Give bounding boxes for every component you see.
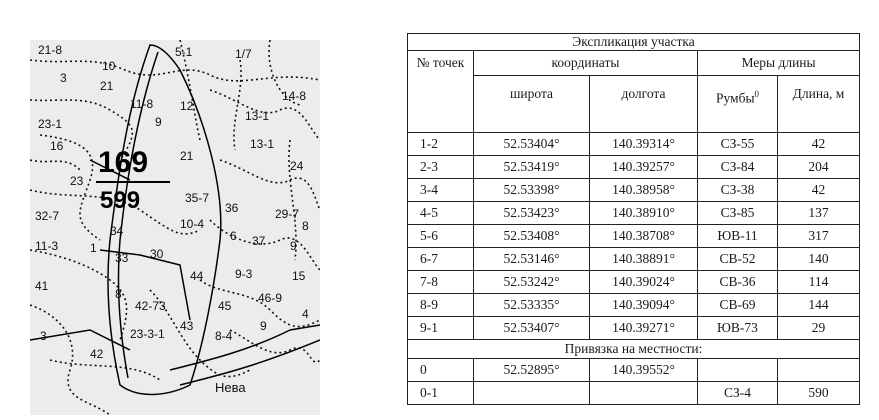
cell-longitude: 140.39314° xyxy=(590,133,698,156)
section-title: Привязка на местности: xyxy=(408,340,860,359)
map-label: 23-3-1 xyxy=(130,327,165,341)
map-label: 35-7 xyxy=(185,191,210,205)
map-label: 29-7 xyxy=(275,207,300,221)
table-title: Экспликация участка xyxy=(408,34,860,51)
map-label: 4 xyxy=(302,307,309,321)
header-rumb xyxy=(698,76,778,133)
cell-length: 42 xyxy=(778,133,860,156)
explication-table xyxy=(407,33,860,405)
header-point: № точек xyxy=(408,51,474,133)
map-label: 42-73 xyxy=(135,299,166,313)
table-row xyxy=(408,294,860,317)
cell-point: 8-9 xyxy=(408,294,474,317)
cell-point: 6-7 xyxy=(408,248,474,271)
cell-rumb xyxy=(698,359,778,382)
cell-point: 7-8 xyxy=(408,271,474,294)
map-label: 8 xyxy=(115,287,122,301)
map-label: 13-1 xyxy=(245,109,270,123)
cell-longitude: 140.39094° xyxy=(590,294,698,317)
cell-length: 144 xyxy=(778,294,860,317)
table-subheader-row xyxy=(408,76,860,133)
table-row xyxy=(408,156,860,179)
header-latitude: широта xyxy=(474,76,590,133)
cell-point: 5-6 xyxy=(408,225,474,248)
cell-length: 42 xyxy=(778,179,860,202)
cell-rumb: СВ-69 xyxy=(698,294,778,317)
cell-length: 29 xyxy=(778,317,860,340)
map-label: 36 xyxy=(225,201,239,215)
map-label: 11-8 xyxy=(130,97,154,111)
map-label: 34 xyxy=(110,224,124,238)
cell-latitude: 52.53408° xyxy=(474,225,590,248)
header-longitude: долгота xyxy=(590,76,698,133)
map-label: 9 xyxy=(260,319,267,333)
header-measures: Меры длины xyxy=(698,51,860,76)
map-label: 21-8 xyxy=(38,43,63,57)
table-row xyxy=(408,317,860,340)
table-row xyxy=(408,202,860,225)
map-label: 43 xyxy=(180,319,194,333)
map-label: 23-1 xyxy=(38,117,63,131)
map-label: 1/7 xyxy=(235,47,252,61)
table-row xyxy=(408,225,860,248)
cell-point: 0 xyxy=(408,359,474,382)
cell-rumb: СВ-52 xyxy=(698,248,778,271)
cell-longitude: 140.38708° xyxy=(590,225,698,248)
cell-rumb: ЮВ-73 xyxy=(698,317,778,340)
map-label: 10-4 xyxy=(180,217,205,231)
table-row xyxy=(408,271,860,294)
map-label: 30 xyxy=(150,247,164,261)
map-label: 21 xyxy=(100,79,114,93)
cell-latitude: 52.53146° xyxy=(474,248,590,271)
map-label-big: 169 xyxy=(98,146,149,179)
map-background xyxy=(30,40,320,415)
header-rumb-text: Румбы xyxy=(715,90,755,106)
map-label: 16 xyxy=(50,139,64,153)
cell-rumb: СЗ-85 xyxy=(698,202,778,225)
table-header-row xyxy=(408,51,860,76)
cell-rumb: СЗ-84 xyxy=(698,156,778,179)
map-label: 6 xyxy=(230,229,237,243)
map-label-sub: 599 xyxy=(100,187,141,214)
cell-latitude: 52.53242° xyxy=(474,271,590,294)
cell-length: 317 xyxy=(778,225,860,248)
map-label: 1 xyxy=(90,241,97,255)
cell-longitude: 140.39257° xyxy=(590,156,698,179)
map-label: 12 xyxy=(180,99,194,113)
map-label: 8-4 xyxy=(215,329,233,343)
cell-length: 140 xyxy=(778,248,860,271)
cell-longitude: 140.39024° xyxy=(590,271,698,294)
cell-length: 114 xyxy=(778,271,860,294)
map-label: 9 xyxy=(290,239,297,253)
cell-latitude: 52.53335° xyxy=(474,294,590,317)
map-label: 3 xyxy=(60,71,67,85)
map-label: 44 xyxy=(190,269,204,283)
cell-longitude xyxy=(590,382,698,405)
map-label: 8 xyxy=(302,219,309,233)
cell-rumb: СВ-36 xyxy=(698,271,778,294)
cell-latitude: 52.53404° xyxy=(474,133,590,156)
cell-rumb: СЗ-38 xyxy=(698,179,778,202)
header-length: Длина, м xyxy=(778,76,860,133)
cell-latitude: 52.53407° xyxy=(474,317,590,340)
map-label: 33 xyxy=(115,251,129,265)
cell-point: 2-3 xyxy=(408,156,474,179)
cell-point: 9-1 xyxy=(408,317,474,340)
cell-point: 3-4 xyxy=(408,179,474,202)
map-label-river: Нева xyxy=(215,380,246,395)
cell-latitude: 52.52895° xyxy=(474,359,590,382)
map-label: 14-8 xyxy=(282,89,307,103)
map-label: 9-3 xyxy=(235,267,253,281)
header-coordinates: координаты xyxy=(474,51,698,76)
table-ref-rows xyxy=(408,359,860,405)
map-label: 3 xyxy=(40,329,47,343)
map-label: 41 xyxy=(35,279,49,293)
map-label: 46-9 xyxy=(258,291,283,305)
map-label: 45 xyxy=(218,299,232,313)
map-label: 32-7 xyxy=(35,209,60,223)
cell-longitude: 140.38958° xyxy=(590,179,698,202)
table-data-rows xyxy=(408,133,860,340)
cell-point: 1-2 xyxy=(408,133,474,156)
cell-length: 590 xyxy=(778,382,860,405)
cell-longitude: 140.38891° xyxy=(590,248,698,271)
map-label: 23 xyxy=(70,174,84,188)
cell-latitude: 52.53398° xyxy=(474,179,590,202)
map-label: 9 xyxy=(155,115,162,129)
cell-longitude: 140.39552° xyxy=(590,359,698,382)
map-label: 11-3 xyxy=(35,239,59,253)
cell-length: 204 xyxy=(778,156,860,179)
map-label: 13-1 xyxy=(250,137,275,151)
cell-point: 0-1 xyxy=(408,382,474,405)
table-row xyxy=(408,382,860,405)
cell-latitude: 52.53423° xyxy=(474,202,590,225)
section-row xyxy=(408,340,860,359)
table-row xyxy=(408,133,860,156)
cell-length: 137 xyxy=(778,202,860,225)
map-label: 37 xyxy=(252,234,266,248)
cell-longitude: 140.39271° xyxy=(590,317,698,340)
table-row xyxy=(408,248,860,271)
cell-rumb: СЗ-4 xyxy=(698,382,778,405)
table-row xyxy=(408,359,860,382)
map-label: 15 xyxy=(292,269,306,283)
map-label: 42 xyxy=(90,347,104,361)
table-title-row xyxy=(408,34,860,51)
cadastral-map xyxy=(30,40,320,415)
header-rumb-sup: 0 xyxy=(754,89,760,99)
cell-latitude: 52.53419° xyxy=(474,156,590,179)
cell-length xyxy=(778,359,860,382)
cell-rumb: СЗ-55 xyxy=(698,133,778,156)
cell-latitude xyxy=(474,382,590,405)
table-row xyxy=(408,179,860,202)
map-svg xyxy=(30,40,320,415)
map-label: 24 xyxy=(290,159,304,173)
map-label: 21 xyxy=(180,149,194,163)
cell-point: 4-5 xyxy=(408,202,474,225)
cell-rumb: ЮВ-11 xyxy=(698,225,778,248)
map-label: 10 xyxy=(102,59,116,73)
map-label: 5-1 xyxy=(175,45,193,59)
cell-longitude: 140.38910° xyxy=(590,202,698,225)
